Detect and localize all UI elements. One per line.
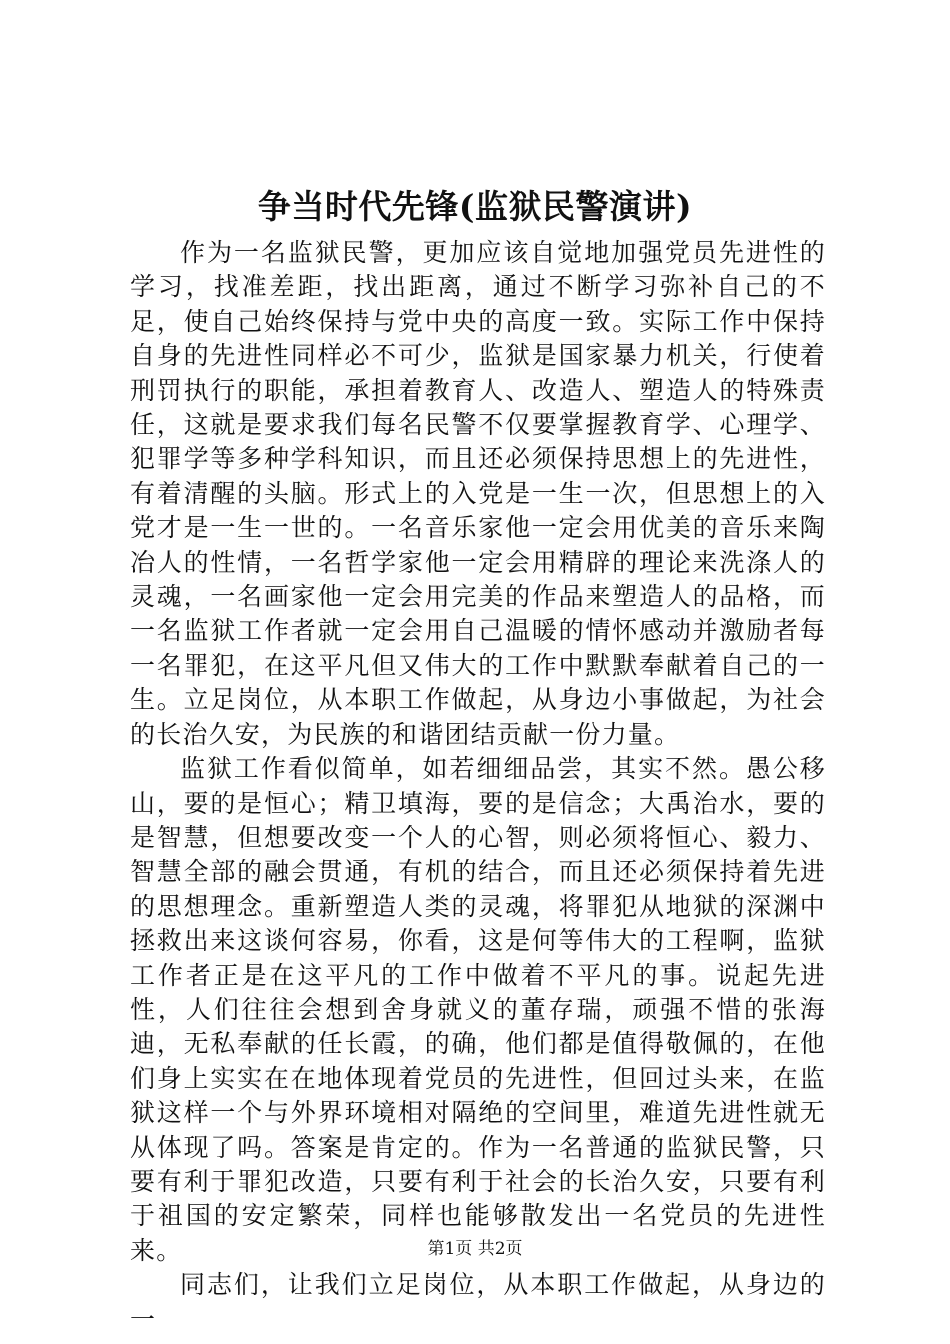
document-title: 争当时代先锋(监狱民警演讲): [257, 187, 693, 226]
paragraph-2: 监狱工作看似简单，如若细细品尝，其实不然。愚公移山，要的是恒心；精卫填海，要的是信念；大禹治水，要的是智慧，但想要改变一个人的心智，则必须将恒心、毅力、智慧全部的融会贯通，有机的结合，而且还必须保持着先进的思想理念。重新塑造人类的灵魂，将罪犯从地狱的深渊中拯救出来这谈何容易，你看，这是何等伟大的工程啊，监狱工作者正是在这平凡的工作中做着不平凡的事。说起先进性，人们往往会想到舍身就义的董存瑞，顽强不惜的张海迪，无私奉献的任长霞，的确，他们都是值得敬佩的，在他们身上实实在在地体现着党员的先进性，但回过头来，在监狱这样一个与外界环境相对隔绝的空间里，难道先进性就无从体现了吗。答案是肯定的。作为一名普通的监狱民警，只要有利于罪犯改造，只要有利于社会的长治久安，只要有利于祖国的安定繁荣，同样也能够散发出一名党员的先进性来。: [130, 754, 826, 1265]
paragraph-1: 作为一名监狱民警，更加应该自觉地加强党员先进性的学习，找准差距，找出距离，通过不断学习弥补自己的不足，使自己始终保持与党中央的高度一致。实际工作中保持自身的先进性同样必不可少，监狱是国家暴力机关，行使着刑罚执行的职能，承担着教育人、改造人、塑造人的特殊责任，这就是要求我们每名民警不仅要掌握教育学、心理学、犯罪学等多种学科知识，而且还必须保持思想上的先进性，有着清醒的头脑。形式上的入党是一生一次，但思想上的入党才是一生一世的。一名音乐家他一定会用优美的音乐来陶冶人的性情，一名哲学家他一定会用精辟的理论来洗涤人的灵魂，一名画家他一定会用完美的作品来塑造人的品格，而一名监狱工作者就一定会用自己温暖的情怀感动并激励者每一名罪犯，在这平凡但又伟大的工作中默默奉献着自己的一生。立足岗位，从本职工作做起，从身边小事做起，为社会的长治久安，为民族的和谐团结贡献一份力量。: [130, 238, 826, 749]
page-number-footer: 第1页 共2页: [427, 1239, 523, 1259]
document-body: [130, 236, 826, 1337]
paragraph-3: 同志们，让我们立足岗位，从本职工作做起，从身边的一: [130, 1270, 826, 1334]
